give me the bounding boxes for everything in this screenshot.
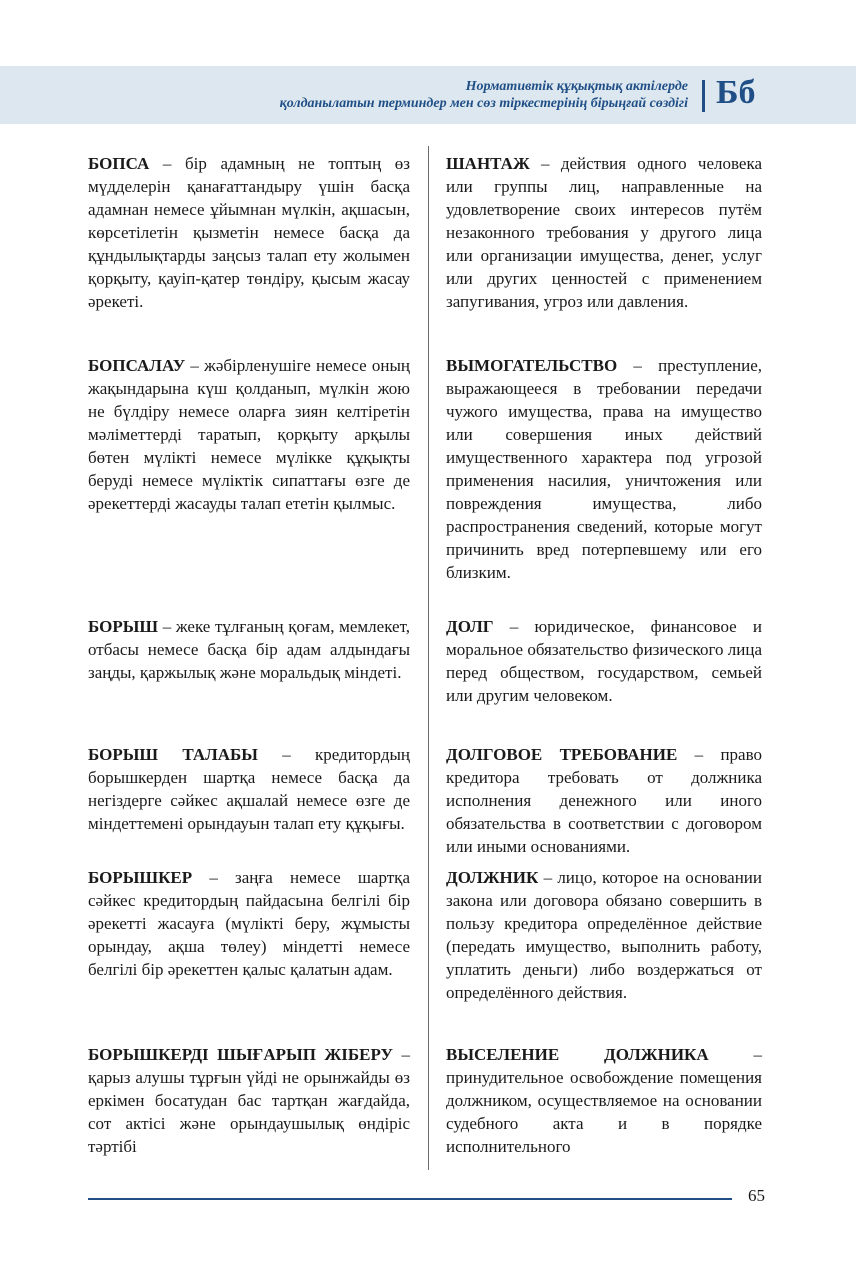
kz-definition: – заңға немесе шартқа сәйкес кредитордың пайдасына белгілі бір әрекетті жасауға (мүлікті беру, жұмысты орындау, ақша төлеу) міндетті немесе белгілі бір әрекеттен қалыс қалатын адам. [88,868,410,979]
footer-rule [88,1198,732,1200]
column-divider [428,146,429,1170]
kz-definition: – кредитордың борышкерден шартқа немесе басқа да негіздерге сәйкес ақшалай немесе өзге де міндеттемені орындауын талап ету құқығы. [88,745,410,833]
ru-entry-shantazh [446,152,762,313]
running-header [280,78,688,112]
ru-term: ДОЛГОВОЕ ТРЕБОВАНИЕ [446,745,678,764]
kz-term: БОРЫШ ТАЛАБЫ [88,745,258,764]
ru-entry-dolgovoe-trebovanie [446,743,762,858]
ru-definition: – лицо, которое на основании закона или договора обязано совершить в пользу кредитора определённое действие (передать имущество, выполнить работу, уплатить деньги) либо воздержаться от определённого действия. [446,868,762,1002]
ru-term: ДОЛЖНИК [446,868,539,887]
ru-definition: – принудительное освобождение помещения должником, осуществляемое на основании судебного акта и в порядке исполнительного [446,1045,762,1156]
ru-term: ШАНТАЖ [446,154,530,173]
header-separator [702,80,705,112]
kz-term: БОПСАЛАУ [88,356,186,375]
kz-term: БОРЫШКЕРДІ ШЫҒАРЫП ЖІБЕРУ [88,1045,393,1064]
ru-definition: – юридическое, финансовое и моральное обязательство физического лица перед обществом, государством, семьей или другим человеком. [446,617,762,705]
kz-definition: – жеке тұлғаның қоғам, мемлекет, отбасы немесе басқа бір адам алдындағы заңды, қаржылық және моральдық міндеті. [88,617,410,682]
ru-definition: – право кредитора требовать от должника исполнения денежного или иного обязательства в соответствии с договором или иными основаниями. [446,745,762,856]
ru-entry-dolzhnik [446,866,762,1004]
kz-definition: – жәбірленушіге немесе оның жақындарына күш қолданып, мүлкін жою не бүлдіру немесе оларға зиян келтіретін мәліметтерді таратып, қорқыту арқылы бөтен мүлікті немесе мүлікке құқықты беруді немесе мүліктік сипаттағы өзге де әрекеттерді жасауды талап ететін қылмыс. [88,356,410,513]
kz-entry-boryshker [88,866,410,981]
ru-definition: – действия одного человека или группы лиц, направленные на удовлетворение своих интересов путём незаконного требования у другого лица или организации имущества, денег, услуг или других ценностей с применением запугивания, угроз или давления. [446,154,762,311]
kz-entry-bopsalau [88,354,410,515]
kz-entry-borysh [88,615,410,684]
kz-definition: – бір адамның не топтың өз мүдделерін қанағаттандыру үшін басқа адамнан немесе ұйымнан мүлкін, ақшасын, көрсетілетін қызметін немесе басқа да құндылықтарды заңсыз талап ету жолымен қорқыту, қауіп-қатер төндіру, қысым жасау әрекеті. [88,154,410,311]
ru-entry-vyselenie-dolzhnika [446,1043,762,1158]
kz-term: БОРЫШ [88,617,159,636]
kz-entry-borysh-talaby [88,743,410,835]
kz-definition: – қарыз алушы тұрғын үйді не орынжайды өз еркімен босатудан бас тартқан жағдайда, сот актісі және орындаушылық өндіріс тәртібі [88,1045,410,1156]
ru-term: ВЫМОГАТЕЛЬСТВО [446,356,618,375]
kz-term: БОПСА [88,154,150,173]
header-line-1: Нормативтік құқықтық актілерде [465,79,688,94]
kz-entry-boryshkerdi-shygaryp-zhiberu [88,1043,410,1158]
ru-term: ВЫСЕЛЕНИЕ ДОЛЖНИКА [446,1045,709,1064]
kz-entry-bopsa [88,152,410,313]
header-line-2: қолданылатын терминдер мен сөз тіркестерінің бірыңғай сөздігі [279,96,688,111]
kz-term: БОРЫШКЕР [88,868,193,887]
ru-definition: – преступление, выражающееся в требовании передачи чужого имущества, права на имущество или совершения иных действий имущественного характера под угрозой применения насилия, уничтожения или повреждения имущества, либо распространения сведений, которые могут причинить вред потерпевшему или его близким. [446,356,762,582]
section-letters: Бб [716,74,756,111]
page-number: 65 [748,1186,765,1205]
ru-entry-vymogatelstvo [446,354,762,584]
ru-term: ДОЛГ [446,617,494,636]
ru-entry-dolg [446,615,762,707]
